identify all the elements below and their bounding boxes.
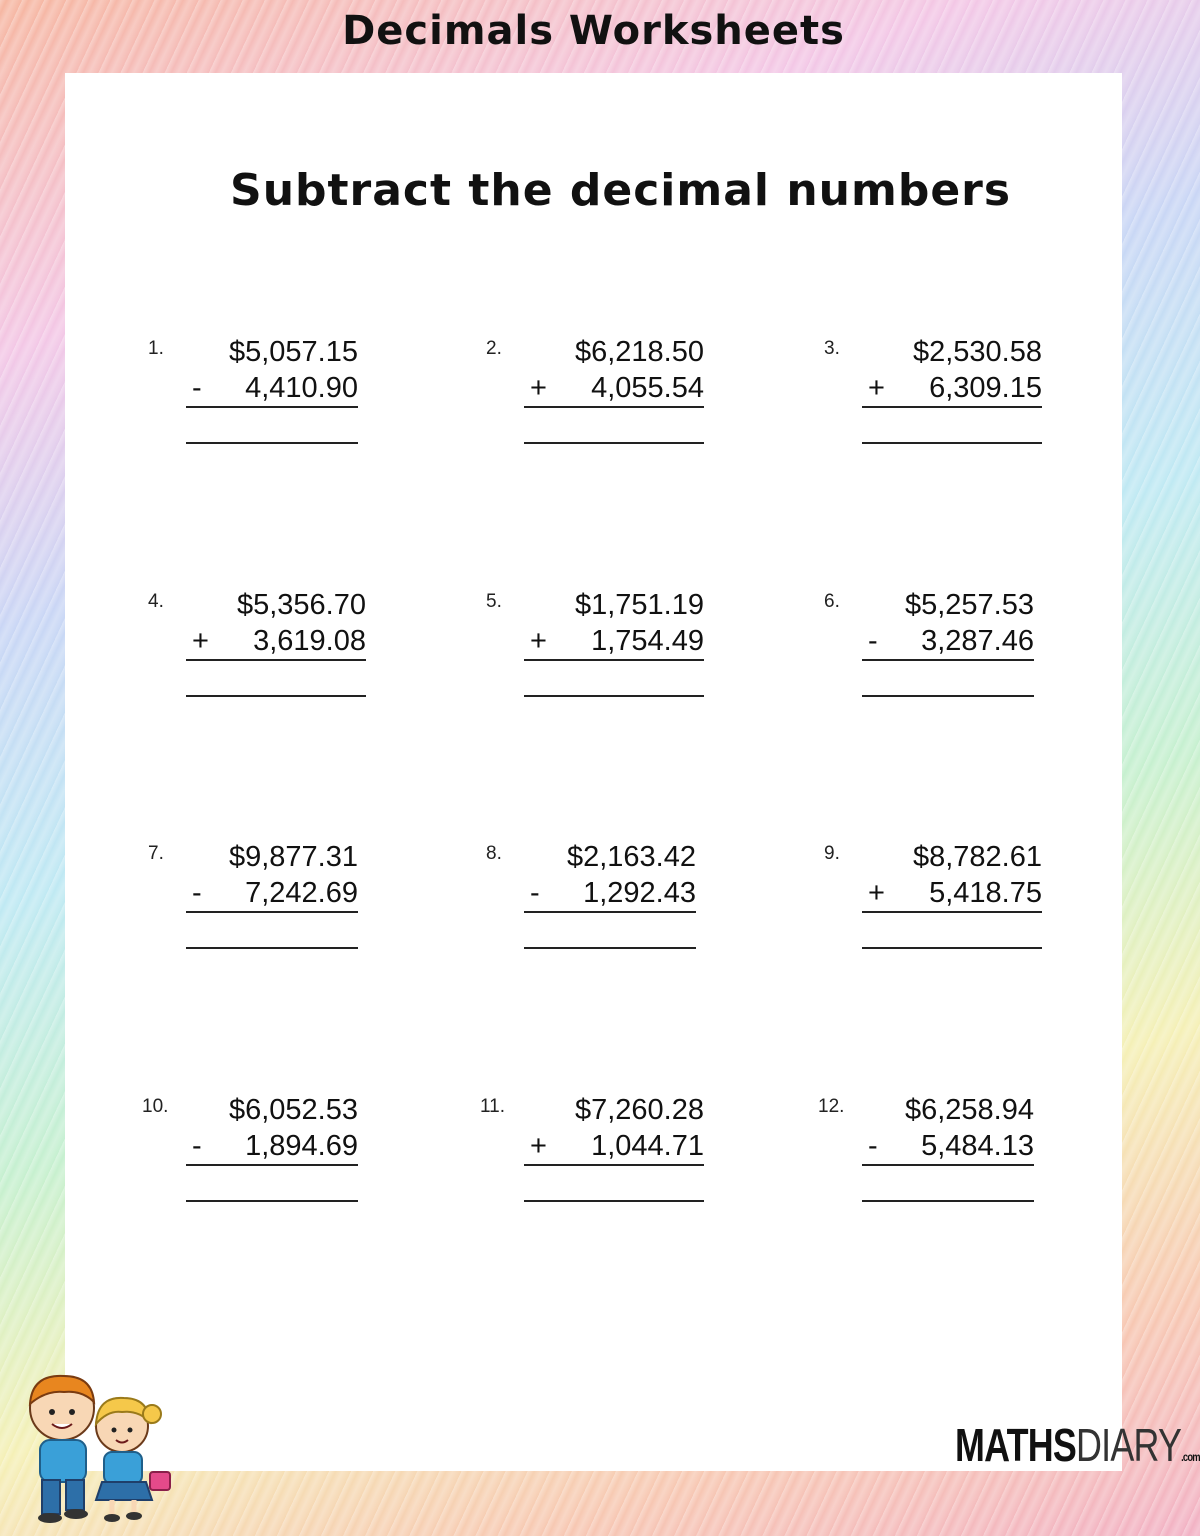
first-operand: $7,260.28 bbox=[574, 1094, 704, 1126]
second-operand: 3,287.46 bbox=[921, 625, 1034, 657]
second-operand: 1,292.43 bbox=[583, 877, 696, 909]
second-operand: 1,754.49 bbox=[591, 625, 704, 657]
problem-number: 5. bbox=[486, 591, 502, 612]
operator: - bbox=[868, 625, 878, 657]
operator: - bbox=[192, 372, 202, 404]
answer-line[interactable] bbox=[186, 947, 358, 949]
site-title: Decimals Worksheets bbox=[342, 8, 845, 54]
operator: + bbox=[868, 877, 885, 909]
second-row bbox=[862, 1130, 1034, 1166]
second-row bbox=[862, 877, 1042, 913]
first-operand: $5,057.15 bbox=[228, 336, 358, 368]
problem-number: 1. bbox=[148, 338, 164, 359]
first-operand: $5,356.70 bbox=[236, 589, 366, 621]
problem-2 bbox=[486, 338, 704, 458]
mathsdiary-logo bbox=[955, 1418, 1200, 1472]
problem-number: 2. bbox=[486, 338, 502, 359]
answer-line[interactable] bbox=[186, 442, 358, 444]
second-row bbox=[524, 372, 704, 408]
problem-8 bbox=[486, 843, 696, 963]
second-row bbox=[186, 877, 358, 913]
answer-line[interactable] bbox=[524, 947, 696, 949]
answer-line[interactable] bbox=[862, 695, 1034, 697]
problem-9 bbox=[824, 843, 1042, 963]
second-operand: 5,418.75 bbox=[929, 877, 1042, 909]
second-operand: 5,484.13 bbox=[921, 1130, 1034, 1162]
problem-10 bbox=[142, 1096, 358, 1216]
second-row bbox=[524, 877, 696, 913]
second-row bbox=[524, 1130, 704, 1166]
answer-line[interactable] bbox=[524, 442, 704, 444]
second-row bbox=[186, 625, 366, 661]
answer-line[interactable] bbox=[862, 947, 1042, 949]
operator: + bbox=[530, 1130, 547, 1162]
second-operand: 1,894.69 bbox=[245, 1130, 358, 1162]
answer-line[interactable] bbox=[186, 695, 366, 697]
worksheet-paper bbox=[65, 73, 1122, 1471]
second-row bbox=[186, 1130, 358, 1166]
answer-line[interactable] bbox=[524, 695, 704, 697]
operator: - bbox=[192, 877, 202, 909]
operator: + bbox=[530, 625, 547, 657]
second-row bbox=[186, 372, 358, 408]
answer-line[interactable] bbox=[524, 1200, 704, 1202]
second-operand: 6,309.15 bbox=[929, 372, 1042, 404]
problem-11 bbox=[480, 1096, 704, 1216]
problem-number: 12. bbox=[818, 1096, 845, 1117]
answer-line[interactable] bbox=[862, 1200, 1034, 1202]
first-operand: $6,218.50 bbox=[574, 336, 704, 368]
second-operand: 4,055.54 bbox=[591, 372, 704, 404]
second-operand: 7,242.69 bbox=[245, 877, 358, 909]
answer-line[interactable] bbox=[862, 442, 1042, 444]
problem-number: 6. bbox=[824, 591, 840, 612]
operator: - bbox=[868, 1130, 878, 1162]
problem-5 bbox=[486, 591, 704, 711]
second-row bbox=[862, 625, 1034, 661]
kids-illustration bbox=[12, 1368, 177, 1528]
operator: + bbox=[192, 625, 209, 657]
operator: - bbox=[530, 877, 540, 909]
first-operand: $6,052.53 bbox=[228, 1094, 358, 1126]
operator: + bbox=[868, 372, 885, 404]
logo-suffix: .com bbox=[1181, 1450, 1200, 1464]
first-operand: $5,257.53 bbox=[904, 589, 1034, 621]
problem-number: 7. bbox=[148, 843, 164, 864]
operator: + bbox=[530, 372, 547, 404]
first-operand: $2,530.58 bbox=[912, 336, 1042, 368]
first-operand: $8,782.61 bbox=[912, 841, 1042, 873]
first-operand: $6,258.94 bbox=[904, 1094, 1034, 1126]
second-row bbox=[524, 625, 704, 661]
problem-number: 3. bbox=[824, 338, 840, 359]
problem-number: 11. bbox=[480, 1096, 506, 1117]
problem-number: 9. bbox=[824, 843, 840, 864]
logo-maths: MATHS bbox=[955, 1419, 1076, 1471]
problem-1 bbox=[148, 338, 358, 458]
problem-number: 10. bbox=[142, 1096, 169, 1117]
answer-line[interactable] bbox=[186, 1200, 358, 1202]
second-operand: 3,619.08 bbox=[253, 625, 366, 657]
problem-7 bbox=[148, 843, 358, 963]
problem-12 bbox=[818, 1096, 1034, 1216]
problem-6 bbox=[824, 591, 1034, 711]
logo-diary: DIARY bbox=[1075, 1419, 1182, 1471]
worksheet-heading: Subtract the decimal numbers bbox=[230, 165, 1012, 216]
operator: - bbox=[192, 1130, 202, 1162]
problem-number: 8. bbox=[486, 843, 502, 864]
second-operand: 4,410.90 bbox=[245, 372, 358, 404]
first-operand: $9,877.31 bbox=[228, 841, 358, 873]
first-operand: $2,163.42 bbox=[566, 841, 696, 873]
second-row bbox=[862, 372, 1042, 408]
second-operand: 1,044.71 bbox=[591, 1130, 704, 1162]
problem-4 bbox=[148, 591, 366, 711]
problem-3 bbox=[824, 338, 1042, 458]
problem-number: 4. bbox=[148, 591, 164, 612]
first-operand: $1,751.19 bbox=[574, 589, 704, 621]
